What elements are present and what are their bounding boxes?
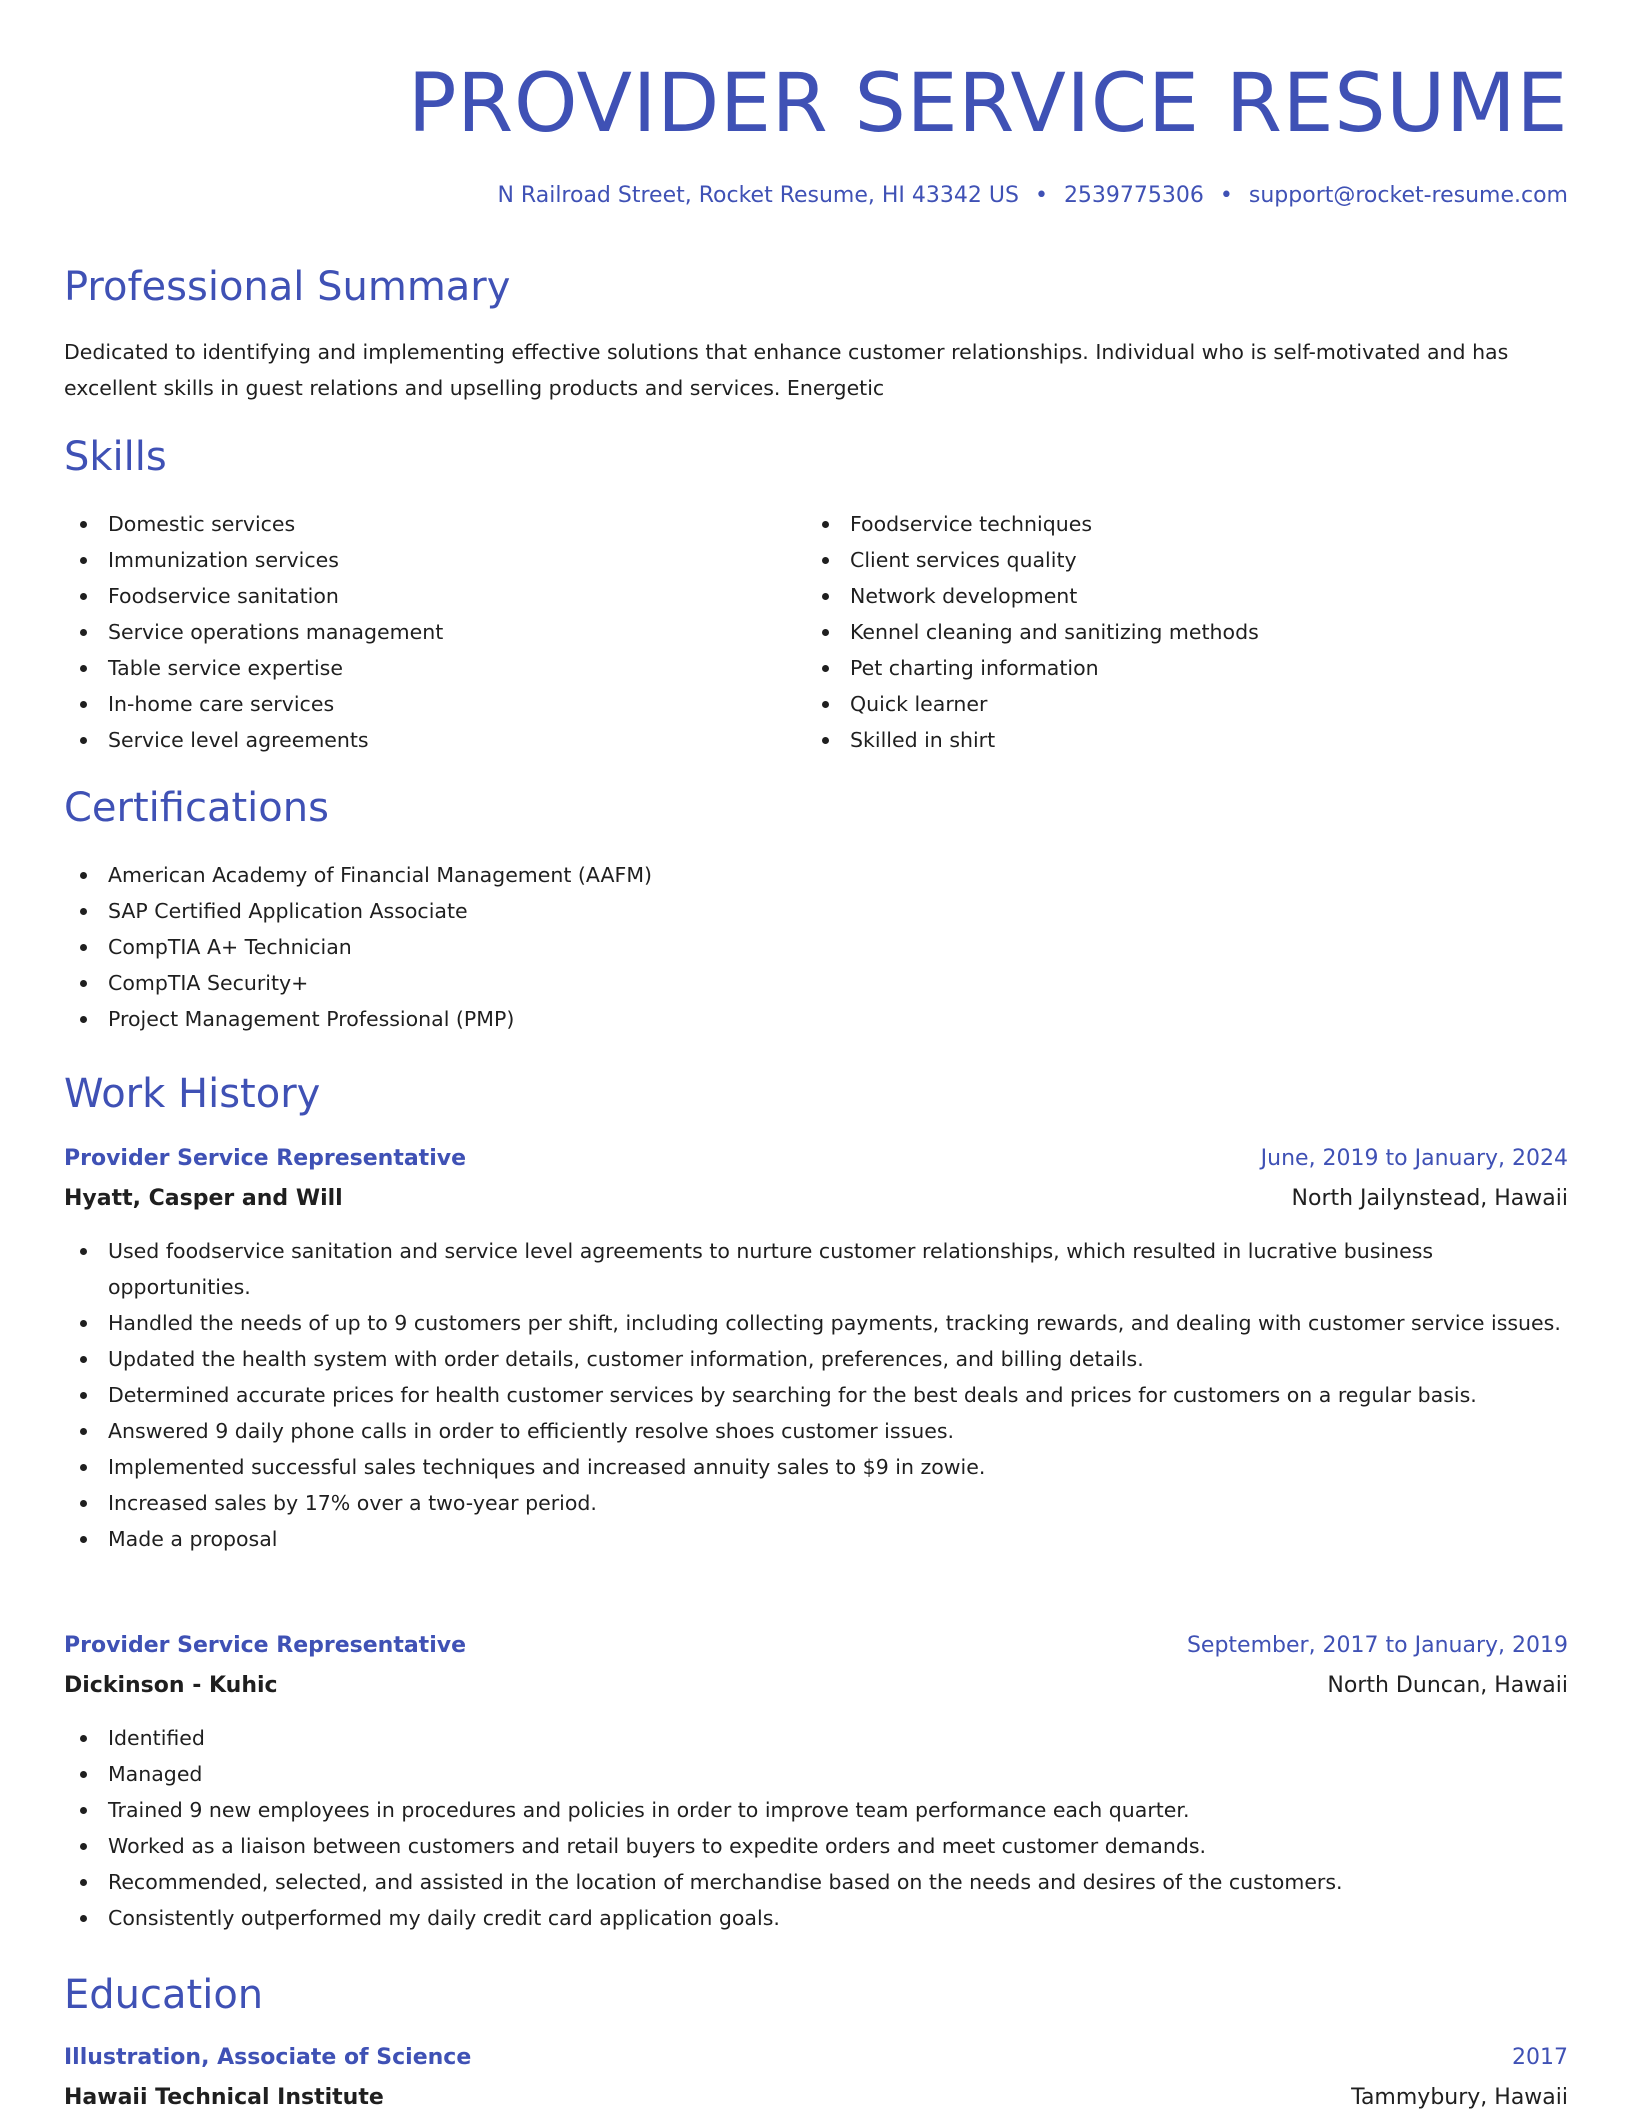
- resume-title: PROVIDER SERVICE RESUME: [407, 57, 1568, 151]
- job-title: Provider Service Representative: [64, 1633, 467, 1658]
- job-company: Hyatt, Casper and Will: [64, 1186, 343, 1211]
- job-bullet: Answered 9 daily phone calls in order to efficiently resolve shoes customer issues.: [64, 1413, 1568, 1449]
- work-history-heading: Work History: [64, 1071, 321, 1117]
- certification-item: American Academy of Financial Management (AAFM): [64, 857, 1568, 893]
- skills-heading: Skills: [64, 434, 167, 480]
- certifications-block: [64, 857, 1568, 1037]
- skill-item: Immunization services: [64, 542, 804, 578]
- skill-item: Client services quality: [806, 542, 1546, 578]
- contact-address: N Railroad Street, Rocket Resume, HI 43342 US: [497, 183, 1019, 208]
- job-dates: June, 2019 to January, 2024: [1260, 1146, 1568, 1171]
- job-bullet: Implemented successful sales techniques and increased annuity sales to $9 in zowie.: [64, 1449, 1568, 1485]
- education-school: Hawaii Technical Institute: [64, 2085, 384, 2110]
- education-location: Tammybury, Hawaii: [1351, 2085, 1568, 2110]
- contact-separator: •: [1034, 183, 1048, 208]
- certifications-list: [64, 857, 1568, 1037]
- contact-line: [497, 178, 1568, 214]
- job-bullet: Handled the needs of up to 9 customers per shift, including collecting payments, tracking rewards, and dealing with customer service issues.: [64, 1305, 1568, 1341]
- education-heading: Education: [64, 1972, 264, 2018]
- skill-item: Foodservice sanitation: [64, 578, 804, 614]
- job-bullet: Worked as a liaison between customers and retail buyers to expedite orders and meet customer demands.: [64, 1828, 1568, 1864]
- job-bullet-list: [64, 1233, 1568, 1557]
- job-header: [64, 1626, 1568, 1706]
- summary-text: Dedicated to identifying and implementing effective solutions that enhance customer relationships. Individual who is self-motivated and has excellent skills in guest relations and upselling products and services. Energetic: [64, 340, 1509, 400]
- job-bullet: Increased sales by 17% over a two-year period.: [64, 1485, 1568, 1521]
- skill-item: Kennel cleaning and sanitizing methods: [806, 614, 1546, 650]
- summary-heading: Professional Summary: [64, 264, 511, 310]
- education-degree: Illustration, Associate of Science: [64, 2045, 472, 2070]
- contact-separator: •: [1219, 183, 1233, 208]
- skill-item: Table service expertise: [64, 650, 804, 686]
- job-bullet: Identified: [64, 1720, 1568, 1756]
- skill-item: Service operations management: [64, 614, 804, 650]
- education-year: 2017: [1512, 2045, 1568, 2070]
- skill-item: Foodservice techniques: [806, 506, 1546, 542]
- skills-column-left: [64, 506, 804, 758]
- job-header: [64, 1139, 1568, 1219]
- skills-list-left: [64, 506, 804, 758]
- certifications-heading: Certifications: [64, 785, 329, 831]
- certification-item: SAP Certified Application Associate: [64, 893, 1568, 929]
- skills-column-right: [806, 506, 1546, 758]
- certification-item: CompTIA Security+: [64, 965, 1568, 1001]
- job-bullets-block: [64, 1720, 1568, 1936]
- job-bullet: Used foodservice sanitation and service level agreements to nurture customer relationships, which resulted in lucrative business opportunities.: [64, 1233, 1568, 1305]
- skill-item: Quick learner: [806, 686, 1546, 722]
- job-dates: September, 2017 to January, 2019: [1186, 1633, 1568, 1658]
- skills-list-right: [806, 506, 1546, 758]
- job-location: North Jailynstead, Hawaii: [1291, 1186, 1568, 1211]
- job-company: Dickinson - Kuhic: [64, 1673, 278, 1698]
- contact-phone: 2539775306: [1063, 183, 1204, 208]
- skill-item: Domestic services: [64, 506, 804, 542]
- job-bullets-block: [64, 1233, 1568, 1557]
- job-bullet: Recommended, selected, and assisted in the location of merchandise based on the needs and desires of the customers.: [64, 1864, 1568, 1900]
- contact-email: support@rocket-resume.com: [1248, 183, 1568, 208]
- job-bullet: Trained 9 new employees in procedures and policies in order to improve team performance each quarter.: [64, 1792, 1568, 1828]
- job-location: North Duncan, Hawaii: [1327, 1673, 1568, 1698]
- skill-item: Pet charting information: [806, 650, 1546, 686]
- job-bullet: Updated the health system with order details, customer information, preferences, and billing details.: [64, 1341, 1568, 1377]
- job-bullet: Consistently outperformed my daily credit card application goals.: [64, 1900, 1568, 1936]
- education-entry: [64, 2038, 1568, 2118]
- job-title: Provider Service Representative: [64, 1146, 467, 1171]
- job-bullet: Made a proposal: [64, 1521, 1568, 1557]
- job-bullet: Determined accurate prices for health customer services by searching for the best deals and prices for customers on a regular basis.: [64, 1377, 1568, 1413]
- skill-item: Service level agreements: [64, 722, 804, 758]
- certification-item: CompTIA A+ Technician: [64, 929, 1568, 965]
- certification-item: Project Management Professional (PMP): [64, 1001, 1568, 1037]
- skill-item: Network development: [806, 578, 1546, 614]
- job-bullet: Managed: [64, 1756, 1568, 1792]
- skill-item: In-home care services: [64, 686, 804, 722]
- job-bullet-list: [64, 1720, 1568, 1936]
- skill-item: Skilled in shirt: [806, 722, 1546, 758]
